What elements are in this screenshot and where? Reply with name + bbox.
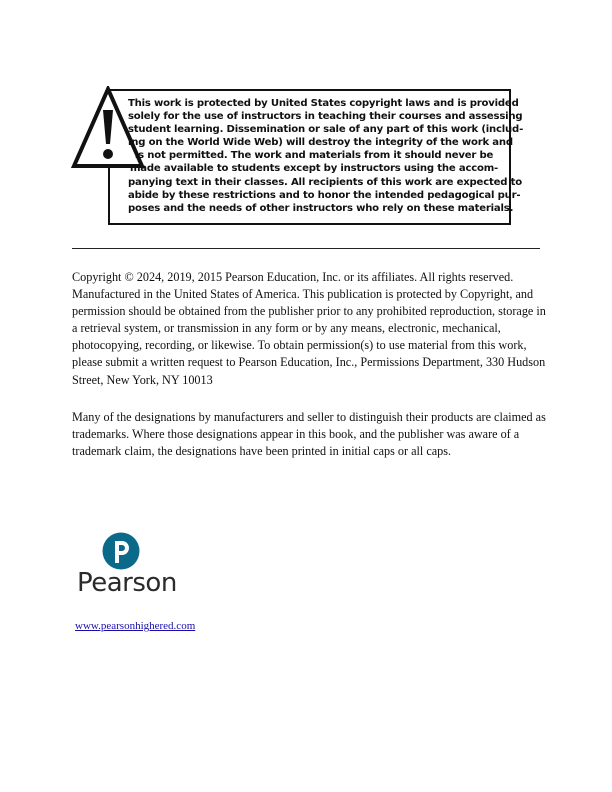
warning-line: ing on the World Wide Web) will destroy the integrity of the work and [128, 137, 513, 149]
warning-line: solely for the use of instructors in teaching their courses and assessing [128, 111, 523, 123]
copyright-line: photocopying, recording, or likewise. To obtain permission(s) to use material from this work, [72, 338, 527, 353]
copyright-line: Street, New York, NY 10013 [72, 372, 213, 387]
warning-line: is not permitted. The work and materials from it should never be [134, 150, 494, 162]
pearson-wordmark: Pearson [77, 568, 177, 598]
horizontal-divider [72, 248, 540, 249]
pearson-p-logo-icon [102, 531, 140, 573]
warning-line: abide by these restrictions and to honor the intended pedagogical pur- [128, 189, 521, 201]
copyright-line: Copyright © 2024, 2019, 2015 Pearson Education, Inc. or its affiliates. All rights reserved. [72, 270, 514, 284]
trademark-paragraph [72, 409, 546, 460]
copyright-line: please submit a written request to Pearson Education, Inc., Permissions Department, 330 Hudson [72, 355, 546, 370]
warning-line: panying text in their classes. All recipients of this work are expected to [128, 176, 522, 188]
copyright-warning-text [128, 97, 524, 215]
warning-line: This work is protected by United States copyright laws and is provided [128, 98, 519, 109]
trademark-line: Many of the designations by manufacturers and seller to distinguish their products are claimed as [72, 410, 546, 424]
copyright-line: permission should be obtained from the publisher prior to any prohibited reproduction, storage in [72, 304, 546, 319]
warning-line: poses and the needs of other instructors who rely on these materials. [128, 202, 514, 214]
copyright-line: a retrieval system, or transmission in any form or by any means, electronic, mechanical, [72, 321, 501, 336]
copyright-paragraph [72, 269, 546, 389]
warning-line: made available to students except by instructors using the accom- [129, 163, 499, 175]
warning-line: student learning. Dissemination or sale of any part of this work (includ- [128, 124, 524, 136]
trademark-line: trademark claim, the designations have been printed in initial caps or all caps. [72, 444, 452, 459]
trademark-line: trademarks. Where those designations appear in this book, and the publisher was aware of a [72, 427, 520, 442]
pearson-website-link[interactable]: www.pearsonhighered.com [75, 620, 196, 632]
copyright-line: Manufactured in the United States of America. This publication is protected by Copyright, and [72, 287, 534, 302]
